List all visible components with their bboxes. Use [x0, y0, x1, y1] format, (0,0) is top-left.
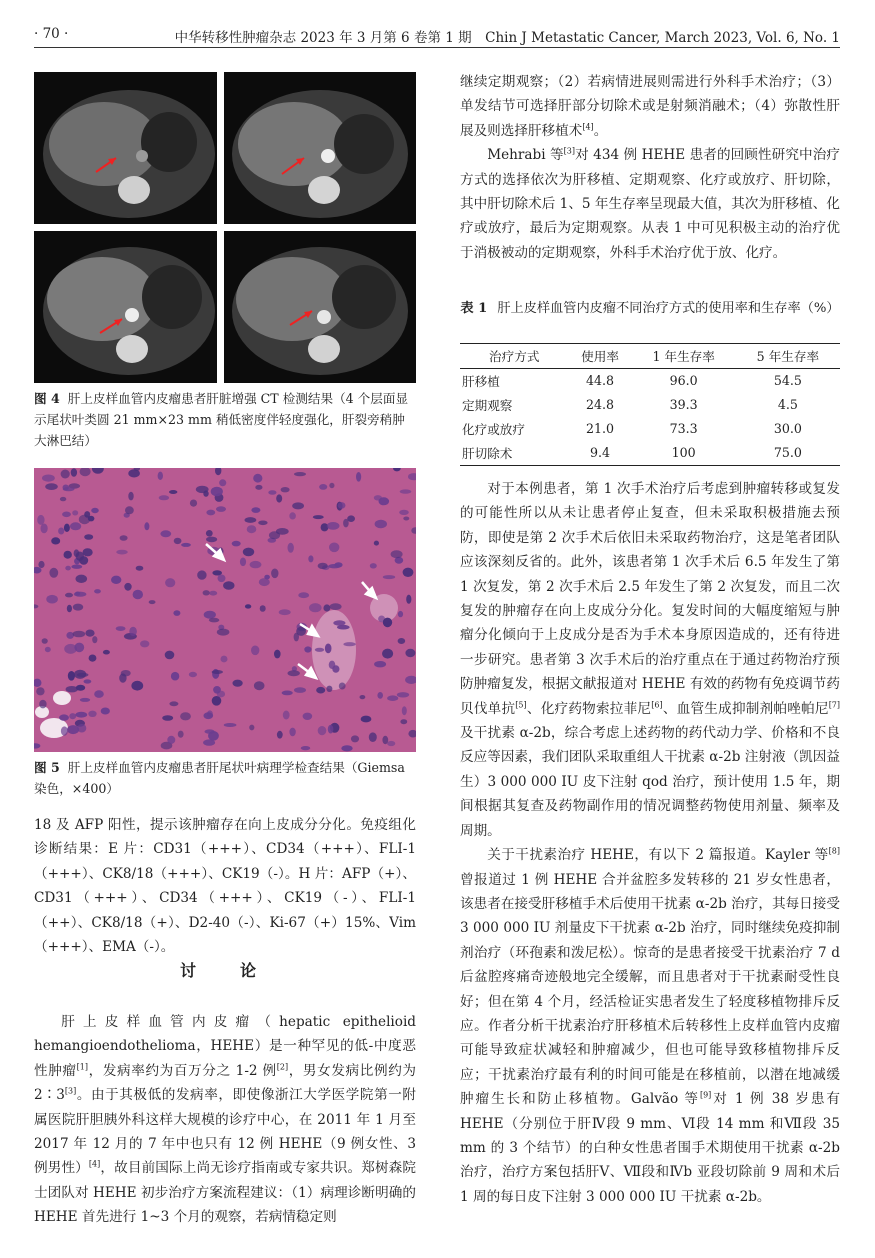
- cell: 100: [632, 441, 736, 466]
- cell: 75.0: [736, 441, 840, 466]
- figure-4-label: 图 4: [34, 391, 60, 406]
- cell: 54.5: [773, 373, 802, 388]
- cell: 化疗或放疗: [462, 422, 525, 437]
- ref-3b[interactable]: [3]: [563, 146, 575, 156]
- page-number: · 70 ·: [34, 26, 69, 42]
- figure-5-label: 图 5: [34, 760, 60, 775]
- ct-image-2: [224, 72, 416, 224]
- cell: 肝移植: [462, 374, 500, 389]
- table-1-label: 表 1: [460, 301, 488, 316]
- right-column-bottom: [460, 477, 840, 1209]
- ct-image-1: [34, 72, 217, 224]
- table-row: [460, 393, 840, 417]
- col-header-5yr-survival: 5 年生存率: [736, 344, 840, 369]
- col-header-usage-rate: 使用率: [568, 344, 631, 369]
- figure-5-caption: [34, 757, 416, 799]
- right-column-top: [460, 70, 840, 265]
- col-header-1yr-survival: 1 年生存率: [632, 344, 736, 369]
- cell: 73.3: [669, 421, 698, 436]
- table-1-caption: [460, 298, 840, 320]
- ref-8[interactable]: [8]: [828, 846, 840, 856]
- header-rule: [34, 47, 840, 48]
- cell: 44.8: [586, 373, 615, 388]
- journal-citation: 中华转移性肿瘤杂志 2023 年 3 月第 6 卷第 1 期 Chin J Metastatic Cancer, March 2023, Vol. 6, No. 1: [174, 30, 840, 46]
- case-reflection-paragraph: 对于本例患者，第 1 次手术治疗后考虑到肿瘤转移或复发的可能性所以从未让患者停止复查，但未采取积极措施去预防，即使是第 2 次手术后依旧未采取药物治疗，这是笔者团队应该深刻反省的。此外，该患者第 1 次手术后 6.5 年发生了第 1 次复发，第 2 次手术后 2.5 年发生了第 2 次复发，而且二次复发的肿瘤存在向上皮成分分化。复发时间的大幅度缩短与肿瘤分化倾向于上皮成分是否为手术本身原因造成的，还有待进一步研究。患者第 3 次手术后的治疗重点在于通过药物治疗预防肿瘤复发，根据文献报道对 HEHE 有效的药物有免疫调节药贝伐单抗[5]、化疗药物索拉菲尼[6]、血管生成抑制剂帕唑帕尼[7]及干扰素 α-2b，综合考虑上述药物的药代动力学、价格和不良反应等因素，我们团队采取重组人干扰素 α-2b 注射液（凯因益生）3 000 000 IU 皮下注射 qod 治疗，预计使用 1.5 年，期间根据其复查及药物副作用的情况调整药物使用剂量、频率及周期。: [460, 481, 841, 839]
- treatment-continuation-paragraph: 继续定期观察；（2）若病情进展则需进行外科手术治疗；（3）单发结节可选择肝部分切除术或是射频消融术；（4）弥散性肝展及则选择肝移植术[4]。: [460, 74, 840, 139]
- figure-5-caption-text: 肝上皮样血管内皮瘤患者肝尾状叶病理学检查结果（Giemsa 染色，×400）: [34, 760, 405, 796]
- discussion-paragraph-1: 肝上皮样血管内皮瘤（hepatic epithelioid hemangioendothelioma，HEHE）是一种罕见的低-中度恶性肿瘤[1]，发病率约为百万分之 1-2 例[2]，男女发病比例约为 2∶3[3]。由于其极低的发病率，即使像浙江大学医学院第一附属医院肝胆胰外科这样大规模的诊疗中心，在 2011 年 1 月至 2017 年 12 月的 7 年中也只有 12 例 HEHE（9 例女性、3 例男性）[4]，故目前国际上尚无诊疗指南或专家共识。郑树森院士团队对 HEHE 初步治疗方案流程建议：（1）病理诊断明确的 HEHE 首先进行 1~3 个月的观察，若病情稳定则: [34, 1014, 417, 1226]
- interferon-paragraph: 关于干扰素治疗 HEHE，有以下 2 篇报道。Kayler 等[8]曾报道过 1 例 HEHE 合并盆腔多发转移的 21 岁女性患者，该患者在接受肝移植手术后使用干扰素 α-2b 治疗，其每日接受 3 000 000 IU 剂量皮下干扰素 α-2b 治疗，同时继续免疫抑制剂治疗（环孢素和泼尼松）。惊奇的是患者接受干扰素治疗 7 d 后盆腔疼痛奇迹般地完全缓解，而且患者对于干扰素耐受性良好；但在第 4 个月，经活检证实患者发生了轻度移植物排斥反应。作者分析干扰素治疗肝移植术后转移性上皮样血管内皮瘤可能导致症状减轻和肿瘤减少，但也可能导致移植物排斥反应；干扰素治疗最有利的时间可能是在移植前，以潜在地减缓肿瘤生长和防止移植物。Galvão 等[9]对 1 例 38 岁患有 HEHE（分别位于肝Ⅳ段 9 mm、Ⅵ段 14 mm 和Ⅶ段 35 mm 的 3 个结节）的白种女性患者围手术期使用干扰素 α-2b 治疗，治疗方案包括肝Ⅴ、Ⅶ段和Ⅳb 亚段切除前 9 周和术后 1 周的每日皮下注射 3 000 000 IU 干扰素 α-2b。: [460, 846, 840, 1205]
- ct-image-3: [34, 231, 217, 383]
- section-heading-discussion: 讨 论: [179, 961, 270, 980]
- table-row: [460, 417, 840, 441]
- cell: 肝切除术: [460, 441, 568, 466]
- figure-4-caption: [34, 388, 416, 451]
- ref-9[interactable]: [9]: [699, 1090, 712, 1100]
- left-column-top: [34, 813, 416, 959]
- immunohistochemistry-paragraph: 18 及 AFP 阳性，提示该肿瘤存在向上皮成分分化。免疫组化诊断结果：E 片：CD31（+++）、CD34（+++）、FLI-1（+++）、CK8/18（+++）、CK19（-）。H 片：AFP（+）、CD31（+++）、CD34（+++）、CK19（-）、FLI-1（++）、CK8/18（+）、D2-40（-）、Ki-67（+）15%、Vim（+++）、EMA（-）。: [34, 817, 416, 956]
- ref-1[interactable]: [1]: [76, 1062, 88, 1072]
- ref-4[interactable]: [4]: [88, 1159, 101, 1169]
- table-row: [460, 441, 840, 466]
- cell: 39.3: [669, 397, 698, 412]
- left-column-discussion: [34, 1010, 416, 1230]
- ref-3[interactable]: [3]: [64, 1086, 77, 1096]
- col-header-treatment: 治疗方式: [460, 344, 568, 369]
- ref-4b[interactable]: [4]: [582, 122, 594, 132]
- cell: 21.0: [586, 421, 615, 436]
- ref-5[interactable]: [5]: [515, 700, 527, 710]
- running-header: [34, 24, 840, 46]
- table-row: [460, 369, 840, 394]
- mehrabi-paragraph: Mehrabi 等[3]对 434 例 HEHE 患者的回顾性研究中治疗方式的选择依次为肝移植、定期观察、化疗或放疗、肝切除，其中肝切除术后 1、5 年生存率呈现最大值，其次为肝移植、化疗或放疗，最后为定期观察。从表 1 中可见积极主动的治疗优于消极被动的定期观察，外科手术治疗优于放、化疗。: [460, 146, 840, 261]
- cell: 30.0: [773, 421, 802, 436]
- table-1-caption-text: 肝上皮样血管内皮瘤不同治疗方式的使用率和生存率（%）: [497, 301, 840, 316]
- cell: 24.8: [586, 397, 615, 412]
- ct-image-4: [224, 231, 416, 383]
- cell: 96.0: [669, 373, 698, 388]
- cell: 4.5: [777, 397, 798, 412]
- figure-5-histology-image: [34, 468, 416, 752]
- cell: 9.4: [568, 441, 631, 466]
- table-header-row: [460, 344, 840, 369]
- ref-2[interactable]: [2]: [276, 1062, 289, 1072]
- ref-7[interactable]: [7]: [828, 700, 841, 710]
- ref-6[interactable]: [6]: [651, 700, 663, 710]
- figure-4-caption-text: 肝上皮样血管内皮瘤患者肝脏增强 CT 检测结果（4 个层面显示尾状叶类圆 21 mm×23 mm 稍低密度伴轻度强化，肝裂旁稍肿大淋巴结）: [34, 391, 409, 448]
- cell: 定期观察: [462, 398, 513, 413]
- table-1: [460, 343, 840, 466]
